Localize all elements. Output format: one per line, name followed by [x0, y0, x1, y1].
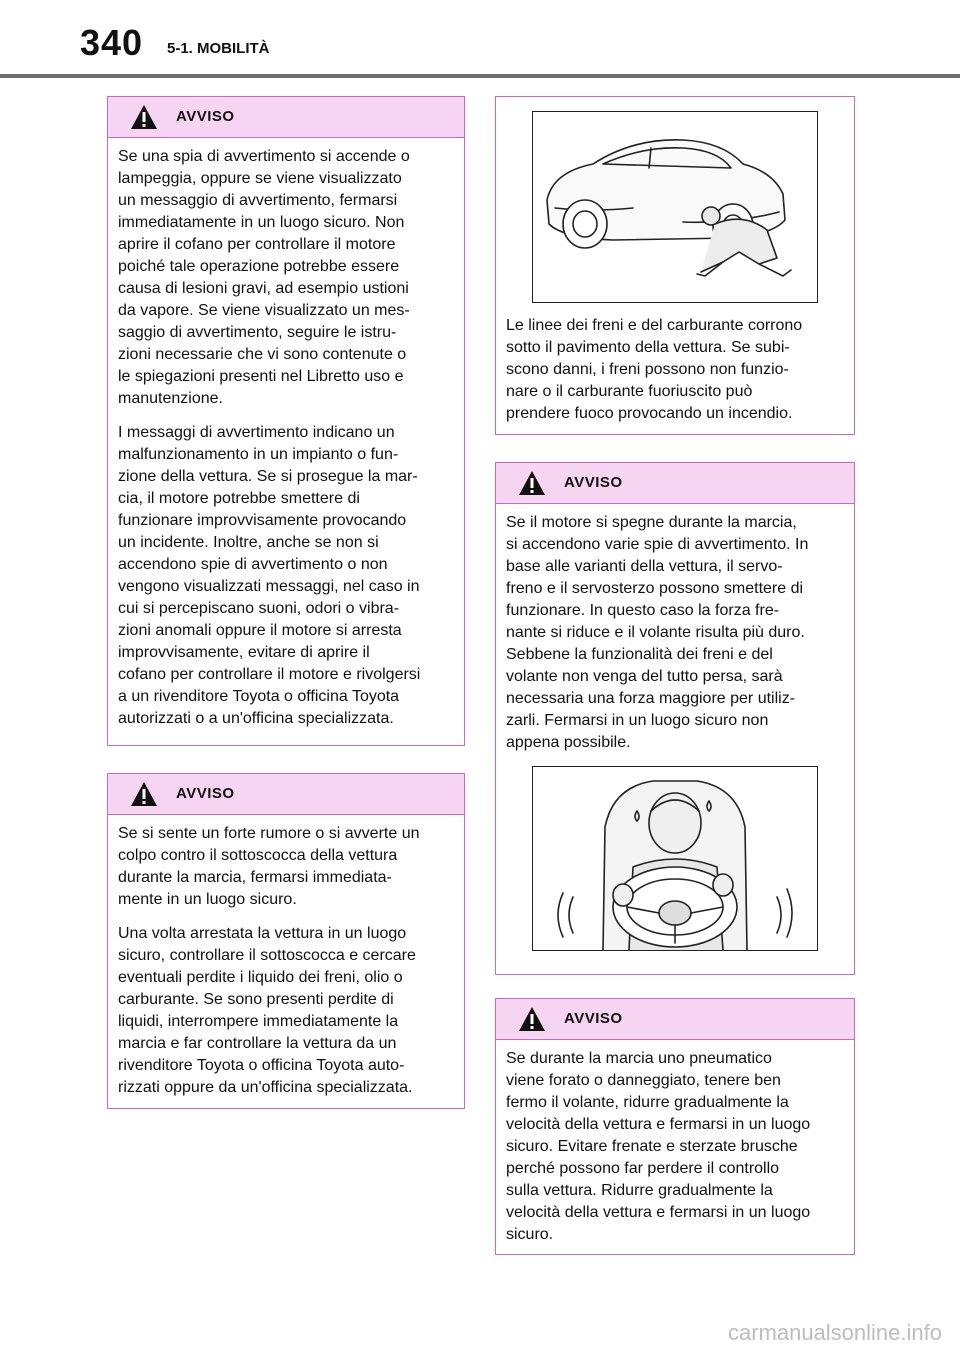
section-title: 5-1. MOBILITÀ: [167, 40, 270, 57]
warning-box-4: [495, 462, 855, 975]
warning-paragraph: Se si sente un forte rumore o si avverte un colpo contro il sottoscocca della vettura durante la marcia, fermarsi immediata- mente in un luogo sicuro.: [118, 825, 420, 908]
warning-body: [496, 1040, 854, 1246]
warning-body: [496, 504, 854, 754]
warning-body: [108, 138, 464, 730]
warning-paragraph: Una volta arrestata la vettura in un luogo sicuro, controllare il sottoscocca e cercare eventuali perdite i liquido dei freni, olio o carburante. Se sono presenti perdite di liquidi, interrompere immediatamente la marcia e far controllare la vettura da un rivenditore Toyota o officina Toyota auto- rizzati oppure da un'officina specializzata.: [118, 925, 416, 1096]
warning-paragraph: Se una spia di avvertimento si accende o lampeggia, oppure se viene visualizzato un messaggio di avvertimento, fermarsi immediatamente in un luogo sicuro. Non aprire il cofano per controllare il motore poiché tale operazione potrebbe essere causa di lesioni gravi, ad esempio ustioni da vapore. Se viene visualizzato un mes- saggio di avvertimento, seguire le istru- zioni necessarie che vi sono contenute o le spiegazioni presenti nel Libretto uso e manutenzione.: [118, 148, 410, 407]
warning-title: AVVISO: [564, 474, 623, 491]
warning-paragraph: I messaggi di avvertimento indicano un malfunzionamento in un impianto o fun- zione della vettura. Se si prosegue la mar- cia, il motore potrebbe smettere di funzionare improvvisamente provocando un incidente. Inoltre, anche se non si accendono spie di avvertimento o non vengono visualizzati messaggi, nel caso in cui si percepiscano suoni, odori o vibra- zioni anomali oppure il motore si arresta improvvisamente, evitare di aprire il cofano per controllare il motore e rivolgersi a un rivenditore Toyota o officina Toyota autorizzati o a un'officina specializzata.: [118, 424, 421, 727]
watermark: carmanualsonline.info: [727, 1320, 942, 1345]
driver-steering-illustration: [532, 766, 818, 951]
warning-box-2: [107, 773, 465, 1109]
driver-figure: [533, 767, 817, 950]
header-rule: [0, 74, 960, 78]
warning-box-continued: [495, 96, 855, 435]
warning-title: AVVISO: [176, 785, 235, 802]
warning-triangle-icon: [130, 104, 158, 130]
warning-title: AVVISO: [176, 108, 235, 125]
warning-paragraph: Se durante la marcia uno pneumatico viene forato o danneggiato, tenere ben fermo il volante, ridurre gradualmente la velocità della vettura e fermarsi in un luogo sicuro. Evitare frenate e sterzate brusche perché possono far perdere il controllo sulla vettura. Ridurre gradualmente la velocità della vettura e fermarsi in un luogo sicuro.: [506, 1050, 811, 1243]
page-number: 340: [80, 22, 144, 63]
warning-body: [496, 303, 854, 425]
warning-triangle-icon: [130, 781, 158, 807]
car-underside-figure: [533, 112, 817, 302]
warning-triangle-icon: [518, 1006, 546, 1032]
warning-header: [496, 999, 854, 1040]
warning-box-1: [107, 96, 465, 746]
illustration-caption: Le linee dei freni e del carburante corrono sotto il pavimento della vettura. Se subi- scono danni, i freni possono non funzio- nare o il carburante fuoriuscito può prendere fuoco provocando un incendio.: [506, 317, 803, 422]
warning-header: [108, 97, 464, 138]
warning-body: [108, 815, 464, 1099]
warning-header: [496, 463, 854, 504]
warning-title: AVVISO: [564, 1010, 623, 1027]
car-inspection-illustration: [532, 111, 818, 303]
page-header: [0, 0, 960, 80]
warning-header: [108, 774, 464, 815]
warning-box-5: [495, 998, 855, 1255]
warning-paragraph: Se il motore si spegne durante la marcia, si accendono varie spie di avvertimento. In base alle varianti della vettura, il servo- freno e il servosterzo possono smettere di funzionare. In questo caso la forza fre- nante si riduce e il volante risulta più duro. Sebbene la funzionalità dei freni e del volante non venga del tutto persa, sarà necessaria una forza maggiore per utiliz- zarli. Fermarsi in un luogo sicuro non appena possibile.: [506, 514, 809, 751]
warning-triangle-icon: [518, 470, 546, 496]
